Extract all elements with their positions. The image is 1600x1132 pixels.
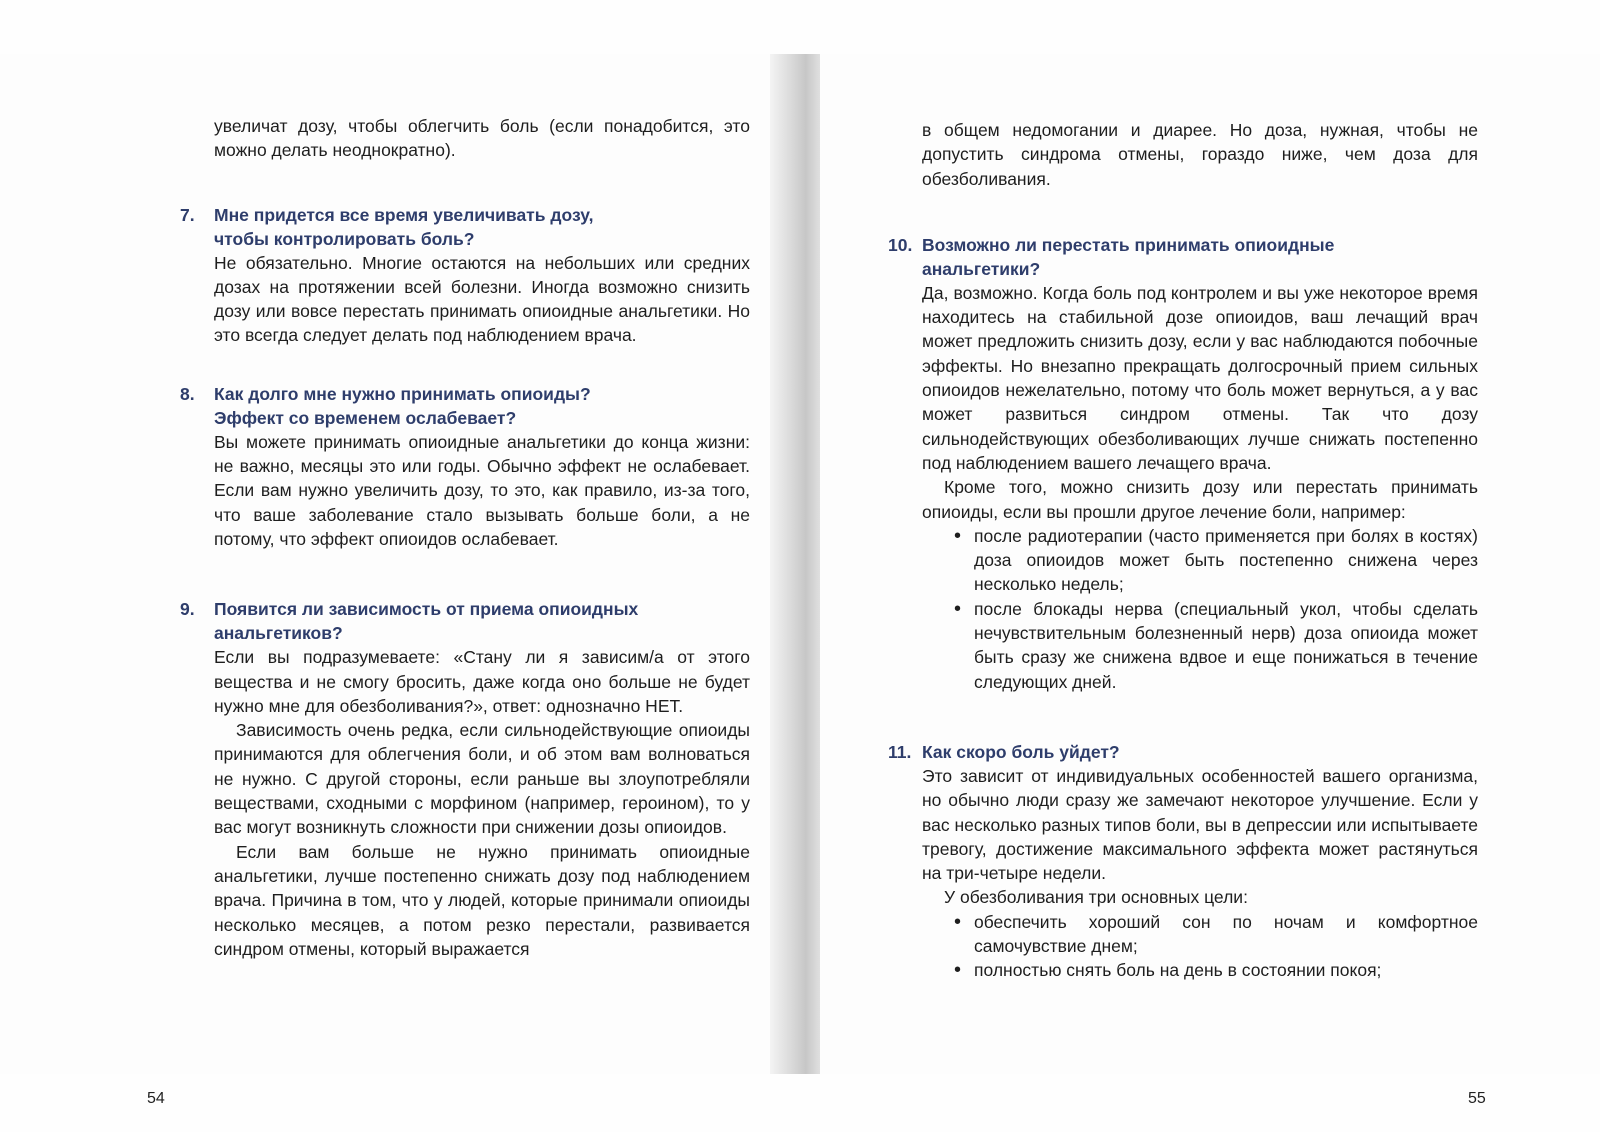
- question-8: [180, 382, 750, 551]
- question-title: Как скоро боль уйдет?: [922, 741, 1120, 762]
- list-item: • полностью снять боль на день в состоянии покоя;: [974, 958, 1478, 982]
- question-number: 11.: [888, 741, 912, 762]
- question-number: 7.: [180, 204, 195, 225]
- answer-body: [180, 645, 750, 961]
- question-7-heading: [180, 203, 750, 251]
- right-page: [820, 54, 1600, 1107]
- answer-paragraph: Если вам больше не нужно принимать опиоидные анальгетики, лучше постепенно снижать дозу под наблюдением врача. Причина в том, что у людей, которые принимали опиоиды несколько месяцев, а потом резко перестали, развивается синдром отмены, который выражается: [214, 841, 750, 959]
- right-page-column: [888, 118, 1478, 983]
- page-number-left: 54: [147, 1090, 165, 1107]
- question-title-line: Возможно ли перестать принимать опиоидные: [922, 234, 1335, 255]
- question-title-line: Как долго мне нужно принимать опиоиды?: [214, 383, 591, 404]
- answer-paragraph: У обезболивания три основных цели:: [944, 887, 1248, 908]
- answer-paragraph: Кроме того, можно снизить дозу или перестать принимать опиоиды, если вы прошли другое лечение боли, например:: [922, 477, 1478, 522]
- bullet-list: [922, 524, 1478, 694]
- answer-paragraph: Зависимость очень редка, если сильнодействующие опиоиды принимаются для облегчения боли, и об этом вам волноваться не нужно. С другой стороны, если раньше вы злоупотребляли веществами, сходными с морфином (например, героином), то у вас могут возникнуть сложности при снижении дозы опиоидов.: [214, 720, 750, 838]
- question-title: [214, 382, 591, 430]
- answer-paragraph: Если вы подразумеваете: «Стану ли я зависим/а от этого вещества и не смогу бросить, даже когда оно больше не будет нужно мне для обезболивания?», ответ: однозначно НЕТ.: [214, 647, 750, 716]
- question-8-heading: [180, 382, 750, 430]
- answer-paragraph: Вы можете принимать опиоидные анальгетики до конца жизни: не важно, месяцы это или годы. Обычно эффект не ослабевает. Если вам нужно увеличить дозу, то это, как правило, из-за того, что ваше заболевание стало вызывать больше боли, а не потому, что эффект опиоидов ослабевает.: [214, 431, 750, 549]
- list-item: • после радиотерапии (часто применяется при болях в костях) доза опиоидов может быть постепенно снижена через несколько недель;: [974, 524, 1478, 597]
- question-10: [888, 233, 1478, 694]
- question-title: [214, 203, 593, 251]
- question-11-heading: [888, 740, 1478, 764]
- question-10-heading: [888, 233, 1478, 281]
- question-title: [922, 233, 1334, 281]
- page-number-right: 55: [1468, 1090, 1486, 1107]
- question-title-line: Мне придется все время увеличивать дозу,: [214, 204, 594, 225]
- question-7: [180, 203, 750, 348]
- question-title: [214, 597, 638, 645]
- question-9-heading: [180, 597, 750, 645]
- answer-paragraph: Да, возможно. Когда боль под контролем и вы уже некоторое время находитесь на стабильной дозе опиоидов, ваш лечащий врач может предложить снизить дозу, если у вас наблюдаются побочные эффекты. Но внезапно прекращать долгосрочный прием сильных опиоидов нежелательно, потому что боль может вернуться, а у вас может развиться синдром отмены. Так что дозу сильнодействующих обезболивающих лучше снижать постепенно под наблюдением вашего лечащего врача.: [922, 282, 1478, 473]
- question-number: 10.: [888, 234, 913, 255]
- left-page-column: [180, 114, 750, 961]
- answer-body: [888, 764, 1478, 983]
- answer-paragraph: Это зависит от индивидуальных особенностей вашего организма, но обычно люди сразу же замечают некоторое улучшение. Если у вас несколько разных типов боли, вы в депрессии или испытываете тревогу, достижение максимального эффекта может растянуться на три-четыре недели.: [922, 765, 1478, 884]
- question-9: [180, 597, 750, 961]
- question-title-line: анальгетиков?: [214, 623, 343, 644]
- answer-body: [888, 281, 1478, 694]
- continuation-text: в общем недомогании и диарее. Но доза, нужная, чтобы не допустить синдрома отмены, гораздо ниже, чем доза для обезболивания.: [922, 120, 1478, 189]
- question-title-line: Появится ли зависимость от приема опиоидных: [214, 599, 639, 620]
- question-11: [888, 740, 1478, 983]
- question-title-line: чтобы контролировать боль?: [214, 228, 475, 249]
- list-item: • обеспечить хороший сон по ночам и комфортное самочувствие днем;: [974, 910, 1478, 959]
- question-title-line: анальгетики?: [922, 258, 1041, 279]
- answer-paragraph: Не обязательно. Многие остаются на небольших или средних дозах на протяжении всей болезни. Иногда возможно снизить дозу или вовсе перестать принимать опиоидные анальгетики. Но это всегда следует делать под наблюдением врача.: [214, 252, 750, 346]
- question-number: 9.: [180, 599, 195, 620]
- list-item: • после блокады нерва (специальный укол, чтобы сделать нечувствительным болезненный нерв) доза опиоида может быть сразу же снижена вдвое и еще понижаться в течение следующих дней.: [974, 597, 1478, 694]
- bullet-list: [922, 910, 1478, 983]
- question-number: 8.: [180, 383, 195, 404]
- question-title-line: Эффект со временем ослабевает?: [214, 407, 517, 428]
- continuation-text: увеличат дозу, чтобы облегчить боль (если понадобится, это можно делать неоднократно).: [214, 116, 750, 161]
- left-page: [0, 54, 790, 1107]
